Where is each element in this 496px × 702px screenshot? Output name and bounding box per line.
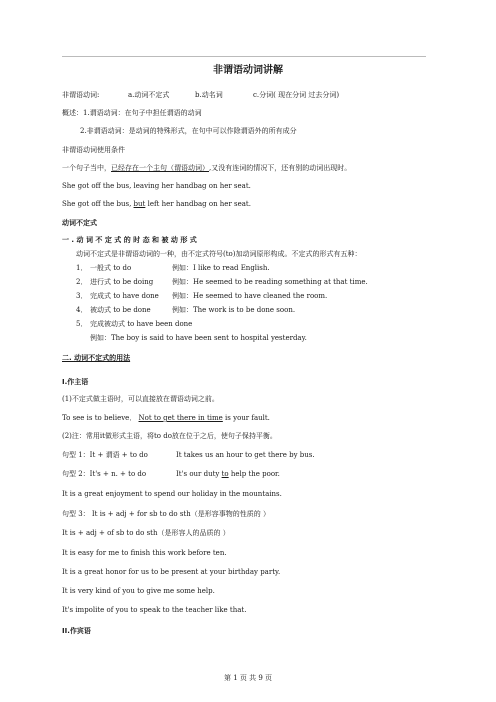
final-example-3: It is very kind of you to give me some help. (62, 587, 215, 595)
section1-intro: 动词不定式是非谓语动词的一种，由不定式符号(to)加动词原形构成。不定式的形式有五种： (76, 250, 362, 258)
example-2 (62, 200, 251, 209)
pattern-2-example-b: to (221, 470, 229, 478)
pattern-2-example-a: It's our duty (176, 470, 222, 478)
final-example-1: It is easy for me to finish this work before ten. (62, 549, 227, 557)
form-2-name: 进行式 to be doing (90, 278, 154, 286)
intro-line (62, 91, 339, 100)
form-1-name: 一般式 to do (90, 264, 132, 272)
header-rule (62, 56, 426, 57)
intro-item-b: b.动名词 (195, 91, 223, 99)
pattern-2 (62, 470, 280, 479)
example-3: It is a great enjoyment to spend our holiday in the mountains. (62, 490, 282, 498)
form-2 (76, 278, 368, 287)
page-title: 非谓语动词讲解 (213, 65, 283, 76)
example-2-b: but (133, 200, 146, 208)
example-2-c: left her handbag on her seat. (145, 200, 251, 208)
form-4 (76, 306, 295, 315)
form-4-name: 被动式 to be done (90, 306, 151, 314)
rule-1: (1)不定式做主语时，可以直接放在谓语动词之前。 (62, 395, 219, 403)
form-1-example: 例如：I like to read English. (172, 264, 270, 272)
section-infinitive: 动词不定式 (62, 219, 97, 227)
condition-text (62, 164, 351, 173)
condition-text-a: 一个句子当中， (62, 164, 111, 172)
rule-1-example-c: is your fault. (222, 414, 270, 422)
form-3 (76, 292, 327, 301)
section2-heading: 二. 动词不定式的用法 (62, 354, 131, 362)
rule-1-example-b: Not to get there in time (138, 414, 223, 422)
pattern-4: It is + adj + of sb to do sth（是形容人的品质的 ） (62, 529, 230, 537)
final-example-2: It is a great honor for us to be present at your birthday party. (62, 568, 281, 576)
form-4-example: 例如：The work is to be done soon. (172, 306, 296, 314)
pattern-2-example-c: help the poor. (228, 470, 280, 478)
condition-text-d: 的情况下，还有别的动词出现时。 (246, 164, 352, 172)
rule-2: (2)注：常用it做形式主语，将to do放在位于之后，使句子保持平衡。 (62, 432, 277, 440)
form-5-num: 5． (76, 320, 88, 328)
form-1-num: 1． (76, 264, 88, 272)
condition-text-b: 已经存在一个主句（谓语动词） (111, 164, 209, 172)
subsection-object: II.作宾语 (62, 627, 91, 635)
condition-text-c: ,又没有连词 (209, 164, 247, 172)
form-1 (76, 264, 270, 273)
rule-1-example-a: To see is to believe． (62, 414, 139, 422)
pattern-2-label: 句型 2：It's + n. + to do (62, 470, 147, 478)
form-3-name: 完成式 to have done (90, 292, 159, 300)
pattern-3: 句型 3： It is + adj + for sb to do sth（是形容事物的性质的 ） (62, 510, 270, 518)
form-5 (76, 320, 192, 329)
example-2-a: She got off the bus, (62, 200, 134, 208)
subsection-subject: I.作主语 (62, 378, 89, 386)
page-footer: 第 1 页 共 9 页 (223, 674, 273, 682)
form-5-name: 完成被动式 to have been done (90, 320, 193, 328)
pattern-1-label: 句型 1：It + 谓语 + to do (62, 451, 148, 459)
intro-item-a: a.动词不定式 (128, 91, 170, 99)
form-4-num: 4． (76, 306, 88, 314)
form-3-example: 例如：He seemed to have cleaned the room. (172, 292, 328, 300)
form-2-example: 例如：He seemed to be reading something at that time. (172, 278, 368, 286)
section1-heading: 一 . 动 词 不 定 式 的 时 态 和 被 动 形 式 (62, 236, 197, 244)
overview-1: 概述：1.谓语动词：在句子中担任谓语的动词 (62, 109, 202, 117)
condition-heading: 非谓语动词使用条件 (62, 146, 125, 154)
overview-2: 2.非谓语动词：是动词的特殊形式，在句中可以作除谓语外的所有成分 (80, 127, 297, 135)
pattern-1 (62, 451, 315, 460)
form-2-num: 2． (76, 278, 88, 286)
form-3-num: 3． (76, 292, 88, 300)
rule-1-example (62, 414, 270, 423)
intro-item-c: c.分词( 现在分词 过去分词) (253, 91, 340, 99)
form-5-example: 例如：The boy is said to have been sent to hospital yesterday. (90, 334, 307, 342)
pattern-1-example: It takes us an hour to get there by bus. (176, 451, 315, 459)
final-example-4: It's impolite of you to speak to the teacher like that. (62, 606, 247, 614)
intro-label: 非谓语动词: (62, 91, 100, 99)
example-1: She got off the bus, leaving her handbag on her seat. (62, 182, 251, 190)
